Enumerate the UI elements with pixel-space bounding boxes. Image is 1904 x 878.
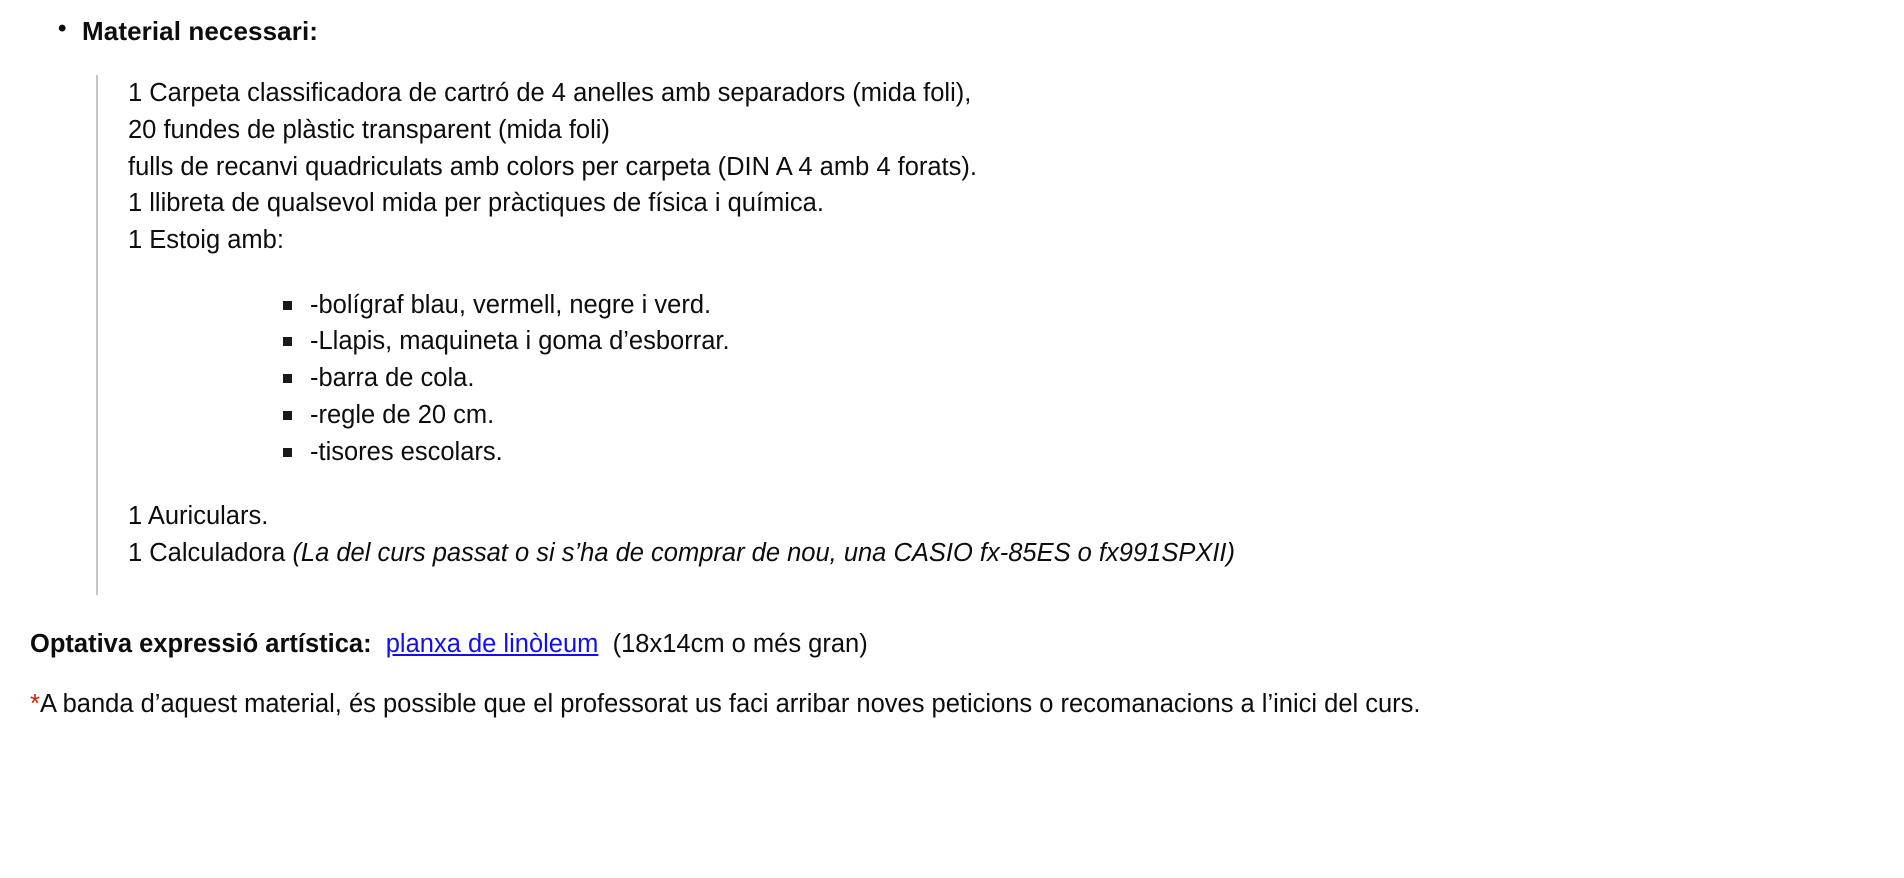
material-line: 1 llibreta de qualsevol mida per pràctiques de física i química. — [128, 189, 824, 218]
optional-art-row — [30, 627, 1874, 663]
material-line: 1 Auriculars. — [128, 502, 269, 531]
footnote-text: A banda d’aquest material, és possible que el professorat us faci arribar noves peticions o recomanacions a l’inici del curs. — [39, 689, 1421, 718]
list-item: -bolígraf blau, vermell, negre i verd. — [308, 287, 1874, 324]
calculator-line-prefix: 1 Calculadora — [128, 539, 293, 567]
material-heading-list — [30, 14, 1874, 49]
list-item: -tisores escolars. — [308, 434, 1874, 471]
material-line: 1 Carpeta classificadora de cartró de 4 anelles amb separadors (mida foli), — [128, 79, 972, 108]
material-heading: • Material necessari: — [82, 14, 1874, 49]
calculator-line — [128, 535, 1874, 572]
calculator-line-note: (La del curs passat o si s’ha de comprar de nou, una CASIO fx-85ES o fx991SPXII) — [292, 539, 1236, 567]
footnote — [30, 687, 1874, 723]
estoig-item-list — [128, 287, 1874, 471]
material-quote-block — [96, 75, 1874, 595]
list-item: -barra de cola. — [308, 360, 1874, 397]
footnote-asterisk: * — [30, 689, 40, 718]
list-item: -Llapis, maquineta i goma d’esborrar. — [308, 323, 1874, 360]
optional-art-suffix: (18x14cm o més gran) — [612, 630, 868, 659]
material-line: fulls de recanvi quadriculats amb colors per carpeta (DIN A 4 amb 4 forats). — [128, 152, 977, 181]
material-line: 20 fundes de plàstic transparent (mida foli) — [128, 115, 610, 144]
linoleum-plate-link[interactable]: planxa de linòleum — [385, 630, 599, 659]
material-tail-lines — [128, 498, 1874, 571]
list-item: -regle de 20 cm. — [308, 397, 1874, 434]
material-line: 1 Estoig amb: — [128, 225, 284, 254]
optional-art-label: Optativa expressió artística: — [30, 630, 372, 659]
